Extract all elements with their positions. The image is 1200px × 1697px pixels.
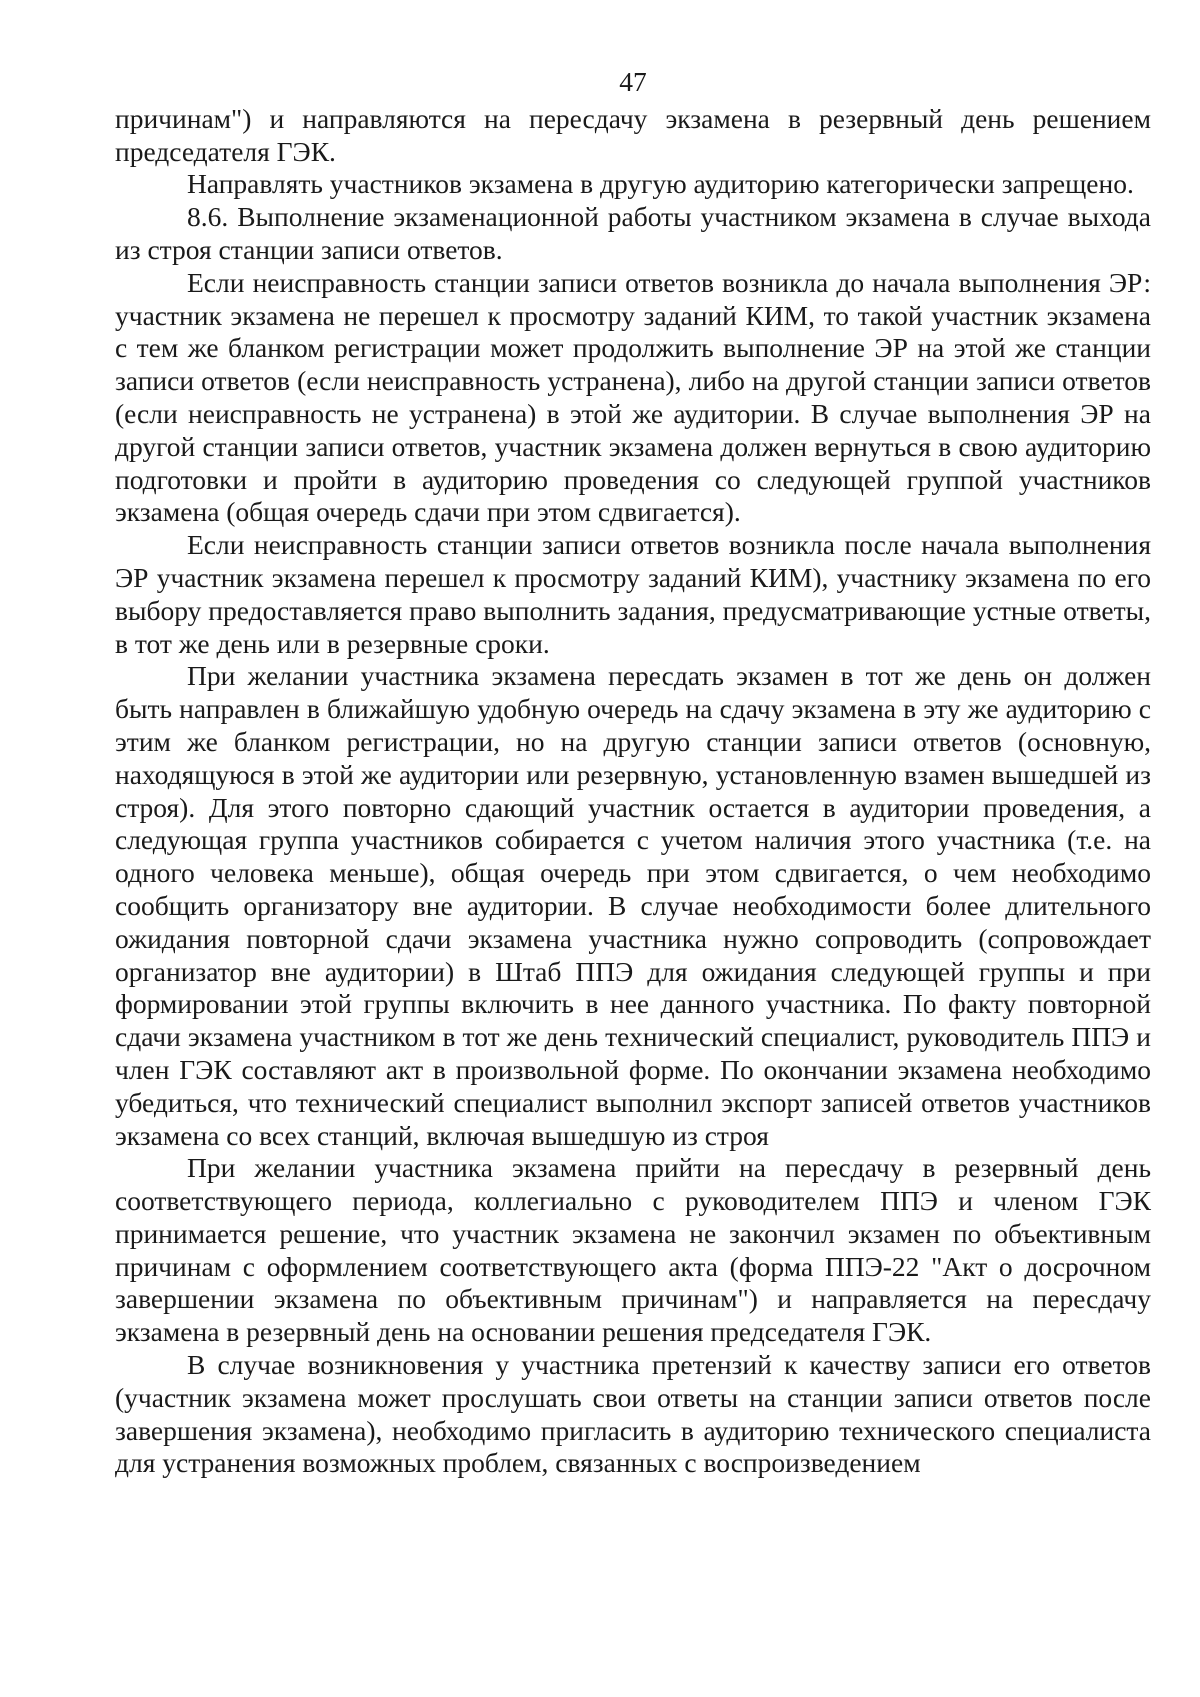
- paragraph-2: Направлять участников экзамена в другую аудиторию категорически запрещено.: [187, 168, 1134, 200]
- paragraph-7: При желании участника экзамена прийти на пересдачу в резервный день соответствующего периода, коллегиально с руководителем ППЭ и членом ГЭК принимается решение, что участник экзамена не закончил экзамен по объективным причинам с оформлением соответствующего акта (форма ППЭ-22 "Акт о досрочном завершении экзамена по объективным причинам") и направляется на пересдачу экзамена в резервный день на основании решения председателя ГЭК.: [115, 1152, 1151, 1348]
- section-heading-8-6: 8.6. Выполнение экзаменационной работы участником экзамена в случае выхода из строя станции записи ответов.: [115, 201, 1151, 265]
- paragraph-8: В случае возникновения у участника претензий к качеству записи его ответов (участник экзамена может прослушать свои ответы на станции записи ответов после завершения экзамена), необходимо пригласить в аудиторию технического специалиста для устранения возможных проблем, связанных с воспроизведением: [115, 1349, 1151, 1479]
- paragraph-6: При желании участника экзамена пересдать экзамен в тот же день он должен быть направлен в ближайшую удобную очередь на сдачу экзамена в эту же аудиторию с этим же бланком регистрации, но на другую станции записи ответов (основную, находящуюся в этой же аудитории или резервную, установленную взамен вышедшей из строя). Для этого повторно сдающий участник остается в аудитории проведения, а следующая группа участников собирается с учетом наличия этого участника (т.е. на одного человека меньше), общая очередь при этом сдвигается, о чем необходимо сообщить организатору вне аудитории. В случае необходимости более длительного ожидания повторной сдачи экзамена участника нужно сопроводить (сопровождает организатор вне аудитории) в Штаб ППЭ для ожидания следующей группы и при формировании этой группы включить в нее данного участника. По факту повторной сдачи экзамена участником в тот же день технический специалист, руководитель ППЭ и член ГЭК составляют акт в произвольной форме. По окончании экзамена необходимо убедиться, что технический специалист выполнил экспорт записей ответов участников экзамена со всех станций, включая вышедшую из строя: [115, 660, 1151, 1151]
- paragraph-1: причинам") и направляются на пересдачу экзамена в резервный день решением председателя ГЭК.: [115, 102, 1151, 167]
- page-number: 47: [619, 66, 647, 97]
- document-page: [115, 66, 1151, 1480]
- paragraph-4: Если неисправность станции записи ответов возникла до начала выполнения ЭР: участник экзамена не перешел к просмотру заданий КИМ, то такой участник экзамена с тем же бланком регистрации может продолжить выполнение ЭР на этой же станции записи ответов (если неисправность устранена), либо на другой станции записи ответов (если неисправность не устранена) в этой же аудитории. В случае выполнения ЭР на другой станции записи ответов, участник экзамена должен вернуться в свою аудиторию подготовки и пройти в аудиторию проведения со следующей группой участников экзамена (общая очередь сдачи при этом сдвигается).: [115, 266, 1151, 528]
- paragraph-5: Если неисправность станции записи ответов возникла после начала выполнения ЭР участник экзамена перешел к просмотру заданий КИМ), участнику экзамена по его выбору предоставляется право выполнить задания, предусматривающие устные ответы, в тот же день или в резервные сроки.: [115, 529, 1151, 659]
